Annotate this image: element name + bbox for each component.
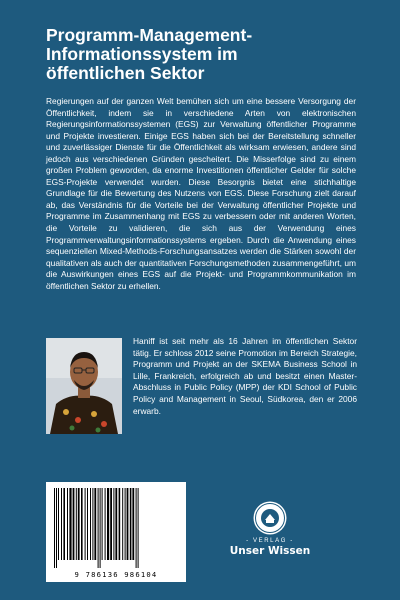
publisher-verlag-label: - VERLAG - xyxy=(246,538,294,544)
publisher-seal-icon xyxy=(252,500,288,536)
book-abstract: Regierungen auf der ganzen Welt bemühen sich um eine bessere Versorgung der Öffentlichkeit, indem sie in verschiedene Arten von elektronischen Regierungsinformationssystemen (EGS) zur Verwaltung öffentlicher Programme und Projekte investieren. Einige EGS haben sich bei der Bereitstellung schneller und zuverlässiger Dienste für die Öffentlichkeit als wirksam erwiesen, andere sind jedoch aus verschiedenen Gründen gescheitert. Die Misserfolge sind zu einem großen Problem geworden, da enorme Investitionen öffentlicher Gelder für solche EGS-Projekte verwendet wurden. Diese Besorgnis bietet eine stichhaltige Grundlage für die Bewertung des Nutzens von EGS. Diese Forschung zielt darauf ab, das Verständnis für die Vorteile bei der Verwaltung öffentlicher Projekte und Programme im Zusammenhang mit EGS zu verbessern oder mit anderen Worten, die Vorteile zu validieren, die sich aus der Verwendung eines Programmverwaltungsinformationssystems ergeben. Durch die Anwendung eines sequenziellen Mixed-Methods-Forschungsansatzes werden die Stärken sowohl der qualitativen als auch der quantitativen Forschungsmethoden zusammengeführt, um die Auswirkungen eines EGS auf die Projekt- und Programmkommunikation im öffentlichen Sektor zu erhellen. xyxy=(46,96,356,291)
title-line-1: Programm-Management- xyxy=(46,25,253,45)
author-photo xyxy=(46,338,122,434)
author-bio: Haniff ist seit mehr als 16 Jahren im öffentlichen Sektor tätig. Er schloss 2012 seine Promotion im Bereich Strategie, Programm und Projekt an der SKEMA Business School in Lille, Frankreich, erfolgreich ab und besitzt einen Master-Abschluss in Public Policy (MPP) der KDI School of Public Policy and Management in Seoul, Südkorea, den er 2006 erwarb. xyxy=(133,336,357,416)
title-line-2: Informationssystem im xyxy=(46,44,238,64)
book-title xyxy=(46,26,366,83)
publisher-logo xyxy=(226,500,314,570)
barcode-bars xyxy=(46,482,186,582)
isbn-barcode xyxy=(46,482,186,582)
title-line-3: öffentlichen Sektor xyxy=(46,63,205,83)
publisher-name: Unser Wissen xyxy=(229,545,311,557)
barcode-digits: 9 786136 986104 xyxy=(74,570,158,579)
